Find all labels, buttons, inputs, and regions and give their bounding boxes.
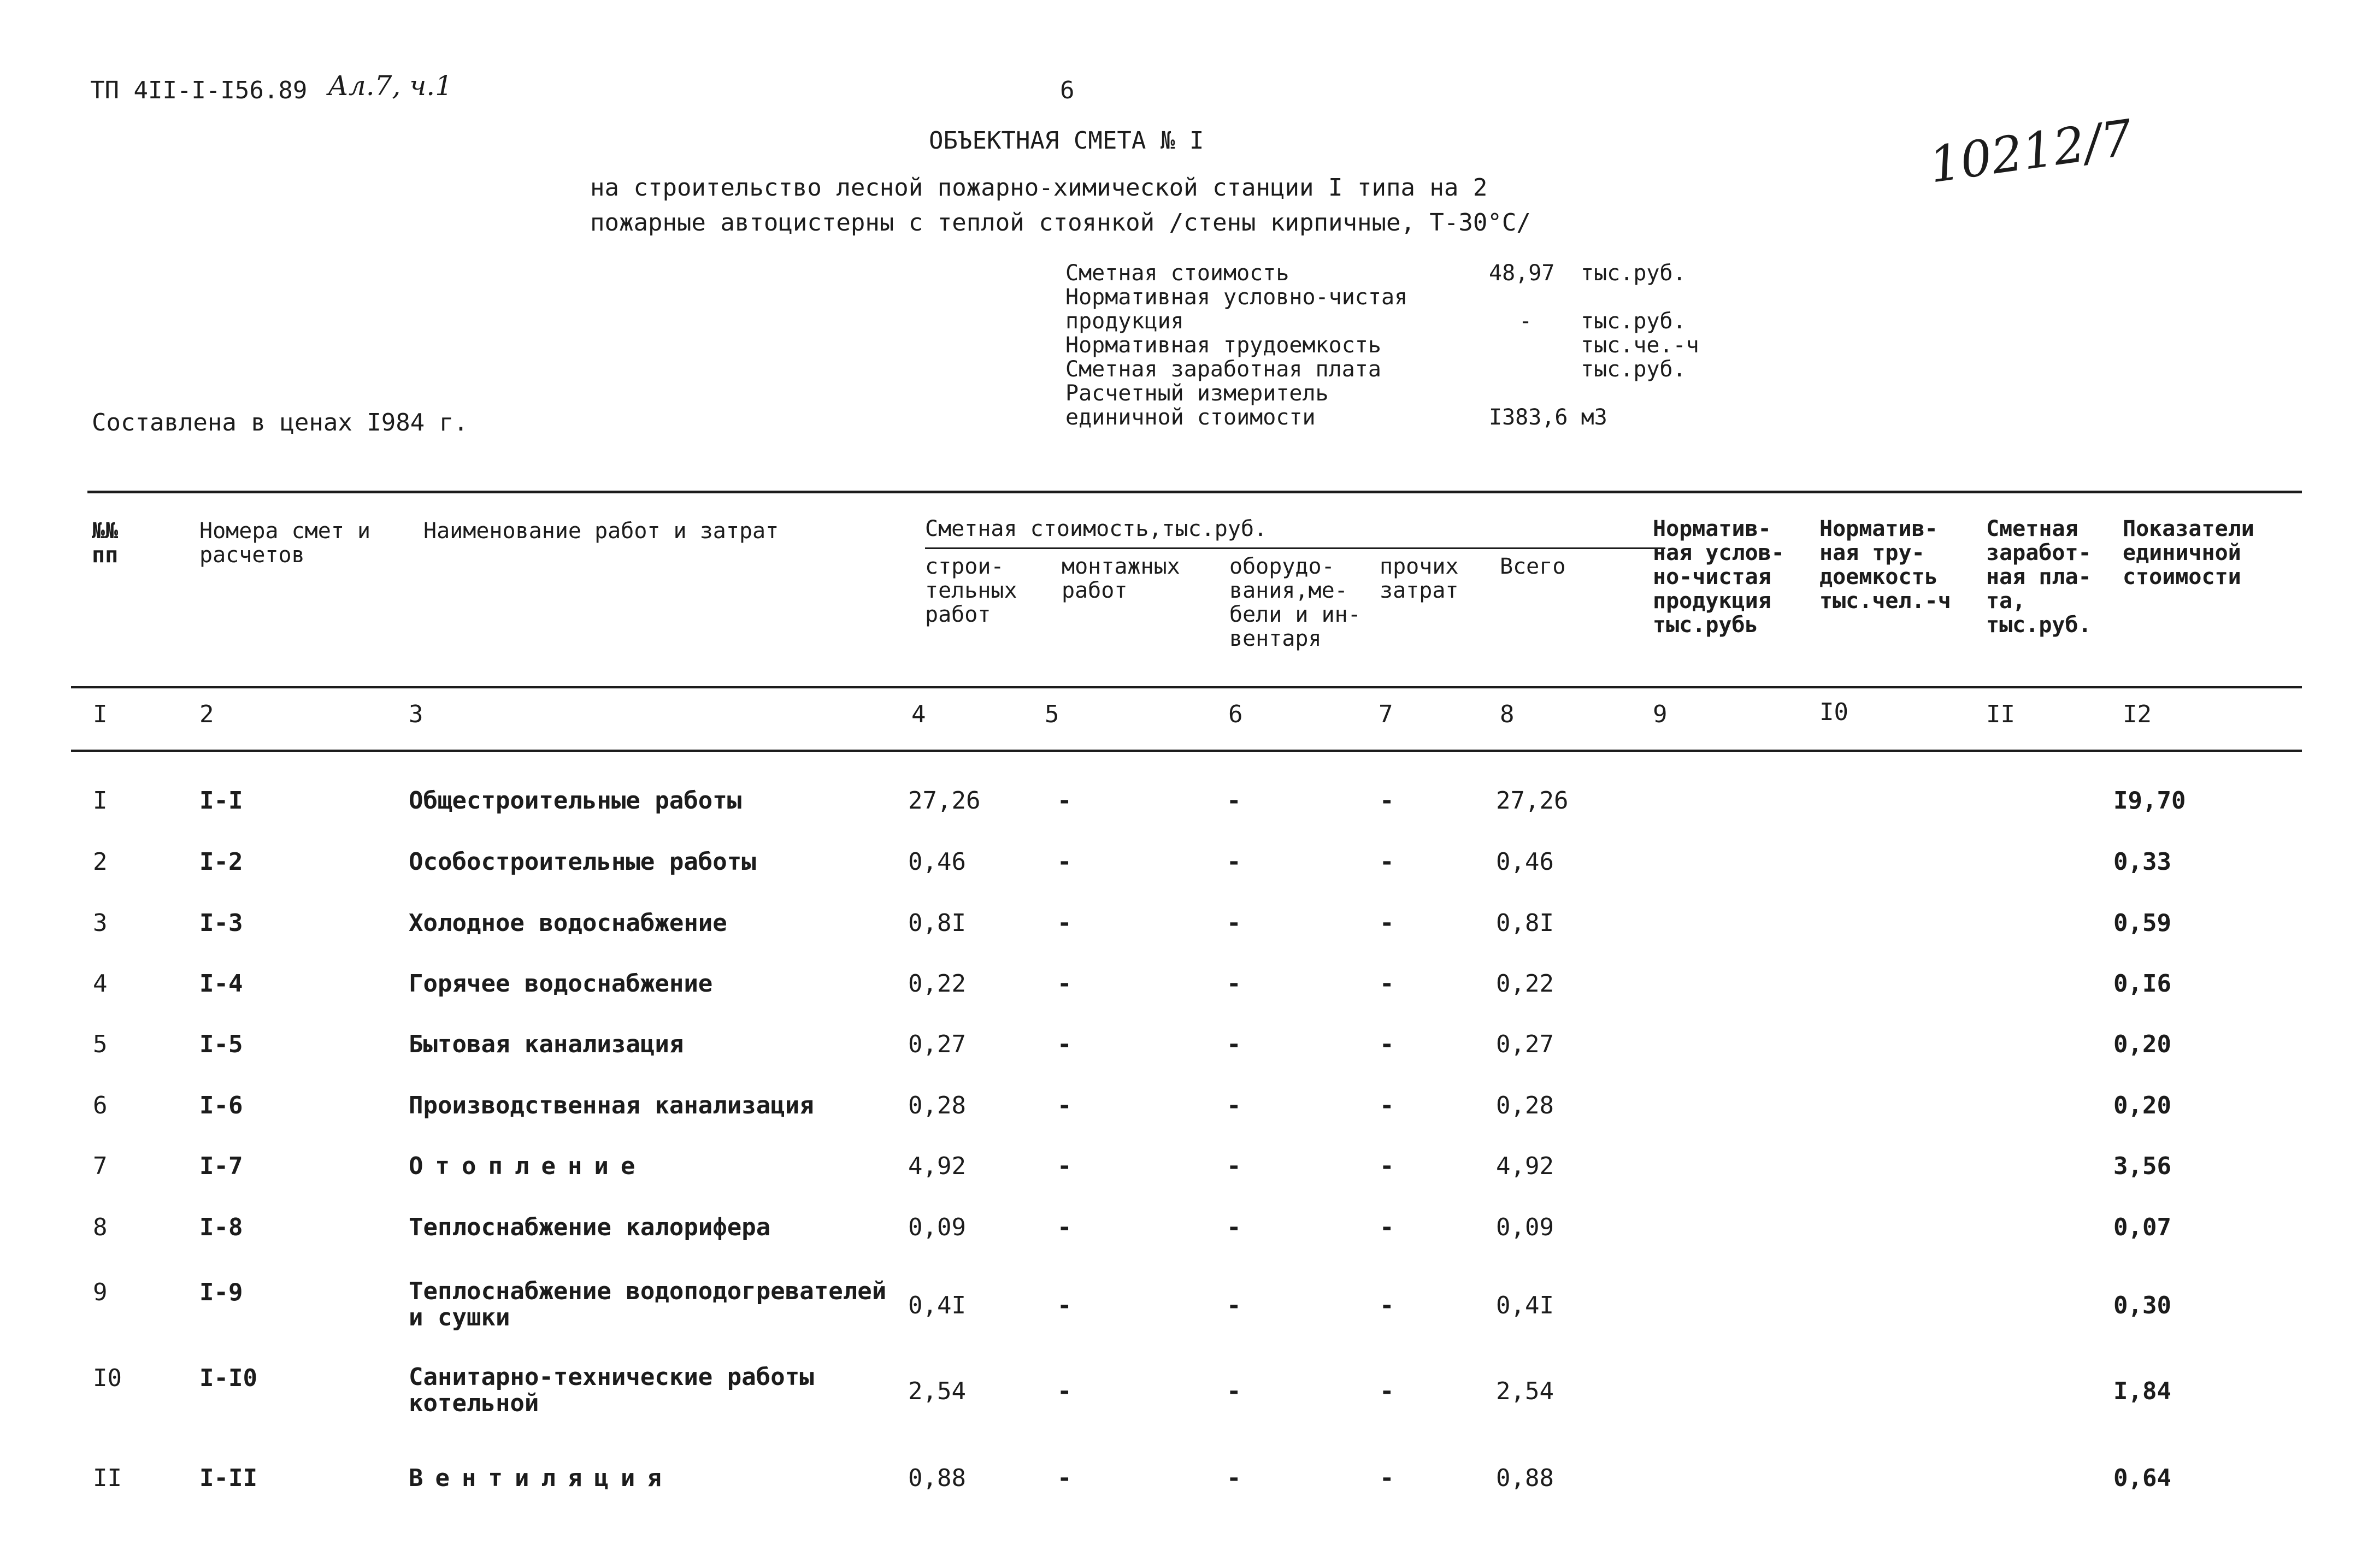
construction-cost: 2,54 (908, 1377, 966, 1405)
construction-cost: 0,09 (908, 1213, 966, 1241)
equipment-cost: - (1227, 970, 1241, 998)
row-number: 8 (93, 1213, 108, 1241)
total-cost: 0,4I (1496, 1292, 1554, 1319)
summary-label-production: Нормативная условно-чистая продукция (1065, 285, 1408, 334)
construction-cost: 0,46 (908, 848, 966, 876)
work-name: Бытовая канализация (409, 1030, 684, 1058)
header-unit-cost-indicators: Показатели единичной стоимости (2123, 516, 2254, 590)
other-cost: - (1380, 970, 1394, 998)
work-name: Горячее водоснабжение (409, 970, 713, 998)
total-cost: 27,26 (1496, 787, 1569, 815)
handwritten-code: Ал.7, ч.1 (328, 70, 453, 102)
column-number: 6 (1228, 700, 1243, 728)
summary-unit-labor: тыс.че.-ч (1581, 333, 1699, 358)
table-top-rule (87, 491, 2302, 493)
equipment-cost: - (1227, 909, 1241, 937)
equipment-cost: - (1227, 1377, 1241, 1405)
prices-note: Составлена в ценах I984 г. (92, 409, 468, 437)
column-number: I2 (2123, 700, 2152, 728)
row-number: 5 (93, 1030, 108, 1058)
construction-cost: 27,26 (908, 787, 981, 815)
column-number: 7 (1379, 700, 1393, 728)
work-name: Общестроительные работы (409, 787, 742, 815)
column-number: 5 (1045, 700, 1059, 728)
subtitle-line-2: пожарные автоцистерны с теплой стоянкой /стены кирпичные, Т-30°C/ (590, 209, 1531, 237)
unit-cost-indicator: 0,64 (2113, 1464, 2171, 1492)
header-total: Всего (1500, 554, 1566, 579)
column-number: 4 (911, 700, 926, 728)
row-number: 9 (93, 1278, 108, 1306)
row-number: 6 (93, 1092, 108, 1119)
installation-cost: - (1057, 1152, 1072, 1180)
construction-cost: 0,22 (908, 970, 966, 998)
installation-cost: - (1057, 1292, 1072, 1319)
construction-cost: 0,28 (908, 1092, 966, 1119)
row-number: II (93, 1464, 122, 1492)
work-name: Теплоснабжение водоподогревателей и сушки (409, 1277, 887, 1331)
estimate-code: I-7 (199, 1152, 243, 1180)
summary-unit-production: тыс.руб. (1581, 309, 1686, 334)
estimate-code: I-4 (199, 970, 243, 998)
installation-cost: - (1057, 1092, 1072, 1119)
total-cost: 0,27 (1496, 1030, 1554, 1058)
total-cost: 0,88 (1496, 1464, 1554, 1492)
header-estimated-wages: Сметная заработ- ная пла- та, тыс.руб. (1986, 516, 2092, 638)
installation-cost: - (1057, 787, 1072, 815)
other-cost: - (1380, 1213, 1394, 1241)
equipment-cost: - (1227, 1292, 1241, 1319)
header-row-number: №№ пп (92, 518, 119, 568)
page-number: 6 (1060, 76, 1075, 104)
total-cost: 0,46 (1496, 848, 1554, 876)
total-cost: 0,22 (1496, 970, 1554, 998)
other-cost: - (1380, 909, 1394, 937)
estimate-code: I-6 (199, 1092, 243, 1119)
estimate-code: I-8 (199, 1213, 243, 1241)
column-numbers-rule (71, 750, 2302, 752)
header-equipment: оборудо- вания,ме- бели и ин- вентаря (1229, 554, 1361, 651)
installation-cost: - (1057, 1030, 1072, 1058)
estimate-code: I-II (199, 1464, 257, 1492)
header-cost-group: Сметная стоимость,тыс.руб. (925, 516, 1268, 541)
unit-cost-indicator: 0,59 (2113, 909, 2171, 937)
summary-value-unit-cost: I383,6 м3 (1489, 405, 1607, 430)
unit-cost-indicator: 3,56 (2113, 1152, 2171, 1180)
header-bottom-rule (71, 686, 2302, 688)
work-name: Санитарно-технические работы котельной (409, 1363, 814, 1417)
installation-cost: - (1057, 970, 1072, 998)
work-name: Особостроительные работы (409, 848, 756, 876)
unit-cost-indicator: 0,07 (2113, 1213, 2171, 1241)
row-number: 2 (93, 848, 108, 876)
total-cost: 4,92 (1496, 1152, 1554, 1180)
header-work-name: Наименование работ и затрат (423, 518, 779, 544)
equipment-cost: - (1227, 1030, 1241, 1058)
summary-unit-wages: тыс.руб. (1581, 357, 1686, 382)
construction-cost: 4,92 (908, 1152, 966, 1180)
header-normative-production: Норматив- ная услов- но-чистая продукция тыс.рубь (1653, 516, 1784, 638)
column-number: 8 (1500, 700, 1515, 728)
total-cost: 2,54 (1496, 1377, 1554, 1405)
other-cost: - (1380, 1030, 1394, 1058)
work-name: Вентиляция (409, 1464, 674, 1492)
unit-cost-indicator: 0,20 (2113, 1030, 2171, 1058)
equipment-cost: - (1227, 1213, 1241, 1241)
summary-label-labor: Нормативная трудоемкость (1065, 333, 1381, 358)
header-construction-works: строи- тельных работ (925, 554, 1017, 627)
total-cost: 0,8I (1496, 909, 1554, 937)
row-number: 3 (93, 909, 108, 937)
other-cost: - (1380, 1377, 1394, 1405)
archive-number: 10212/7 (1925, 109, 2136, 194)
row-number: 4 (93, 970, 108, 998)
document-code: ТП 4II-I-I56.89 (90, 76, 308, 104)
estimate-code: I-I0 (199, 1364, 257, 1392)
summary-label-unit-cost: Расчетный измеритель единичной стоимости (1065, 381, 1329, 430)
column-number: I0 (1819, 698, 1848, 726)
unit-cost-indicator: 0,20 (2113, 1092, 2171, 1119)
header-installation-works: монтажных работ (1062, 554, 1180, 603)
row-number: I (93, 787, 108, 815)
estimate-code: I-2 (199, 848, 243, 876)
unit-cost-indicator: 0,I6 (2113, 970, 2171, 998)
installation-cost: - (1057, 848, 1072, 876)
subtitle-line-1: на строительство лесной пожарно-химической станции I типа на 2 (590, 174, 1488, 202)
unit-cost-indicator: 0,33 (2113, 848, 2171, 876)
equipment-cost: - (1227, 1152, 1241, 1180)
other-cost: - (1380, 848, 1394, 876)
row-number: I0 (93, 1364, 122, 1392)
other-cost: - (1380, 1092, 1394, 1119)
construction-cost: 0,4I (908, 1292, 966, 1319)
equipment-cost: - (1227, 1092, 1241, 1119)
document-title: ОБЪЕКТНАЯ СМЕТА № I (929, 127, 1204, 155)
summary-unit-cost: тыс.руб. (1581, 261, 1686, 286)
estimate-code: I-9 (199, 1278, 243, 1306)
equipment-cost: - (1227, 1464, 1241, 1492)
header-other-costs: прочих затрат (1380, 554, 1459, 603)
summary-value-production: - (1519, 309, 1533, 334)
estimate-code: I-I (199, 787, 243, 815)
installation-cost: - (1057, 909, 1072, 937)
total-cost: 0,09 (1496, 1213, 1554, 1241)
other-cost: - (1380, 1292, 1394, 1319)
work-name: Производственная канализация (409, 1092, 814, 1119)
unit-cost-indicator: 0,30 (2113, 1292, 2171, 1319)
installation-cost: - (1057, 1464, 1072, 1492)
column-number: 2 (199, 700, 214, 728)
work-name: Холодное водоснабжение (409, 909, 727, 937)
work-name: Отопление (409, 1152, 647, 1180)
equipment-cost: - (1227, 848, 1241, 876)
header-estimate-number: Номера смет и расчетов (199, 518, 371, 568)
row-number: 7 (93, 1152, 108, 1180)
equipment-cost: - (1227, 787, 1241, 815)
column-number: II (1986, 700, 2015, 728)
header-normative-labor: Норматив- ная тру- доемкость тыс.чел.-ч (1819, 516, 1951, 614)
estimate-code: I-3 (199, 909, 243, 937)
work-name: Теплоснабжение калорифера (409, 1213, 771, 1241)
estimate-code: I-5 (199, 1030, 243, 1058)
group-header-rule (925, 547, 1665, 549)
installation-cost: - (1057, 1213, 1072, 1241)
summary-label-wages: Сметная заработная плата (1065, 357, 1381, 382)
other-cost: - (1380, 1464, 1394, 1492)
column-number: I (93, 700, 108, 728)
summary-label-cost: Сметная стоимость (1065, 261, 1289, 286)
total-cost: 0,28 (1496, 1092, 1554, 1119)
installation-cost: - (1057, 1377, 1072, 1405)
construction-cost: 0,88 (908, 1464, 966, 1492)
unit-cost-indicator: I,84 (2113, 1377, 2171, 1405)
other-cost: - (1380, 1152, 1394, 1180)
construction-cost: 0,27 (908, 1030, 966, 1058)
column-number: 9 (1653, 700, 1668, 728)
other-cost: - (1380, 787, 1394, 815)
summary-value-cost: 48,97 (1489, 261, 1555, 286)
unit-cost-indicator: I9,70 (2113, 787, 2186, 815)
column-number: 3 (409, 700, 423, 728)
construction-cost: 0,8I (908, 909, 966, 937)
